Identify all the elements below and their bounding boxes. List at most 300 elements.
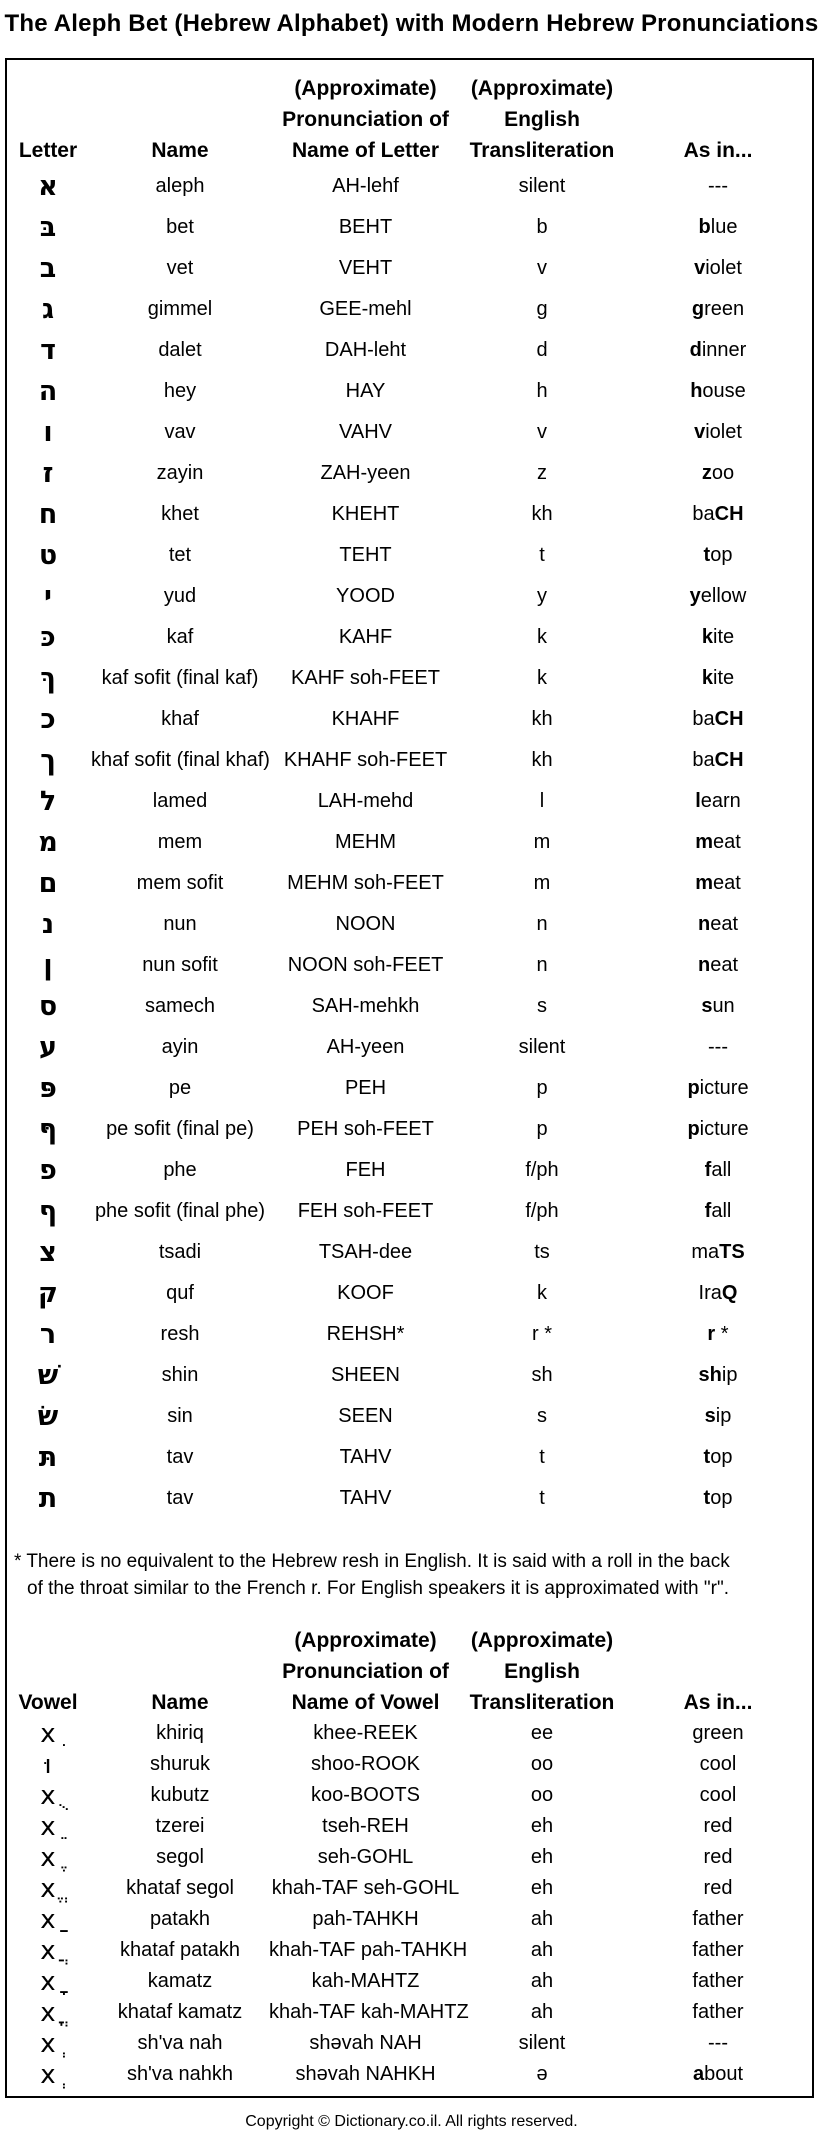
hebrew-vowel-glyph: xֲ — [40, 1935, 56, 1966]
name-cell: khaf — [161, 708, 199, 730]
copyright-notice: Copyright © Dictionary.co.il. All rights reserved. — [245, 2113, 578, 2130]
hebrew-letter-glyph: ד — [40, 335, 56, 366]
pronunciation-cell: PEH — [344, 1077, 387, 1099]
header-vowel-transliteration — [462, 1625, 622, 1718]
pronunciation-cell: MEHM — [334, 831, 397, 853]
name-cell: shin — [161, 1364, 199, 1386]
table-row — [5, 1811, 814, 1842]
pronunciation-cell: DAH-leht — [324, 339, 407, 361]
example-highlight: b — [698, 216, 711, 238]
transliteration-cell: t — [539, 544, 545, 566]
table-row — [5, 248, 814, 289]
name-cell: khet — [161, 503, 199, 525]
table-row — [5, 289, 814, 330]
hebrew-letter-glyph: ז — [42, 458, 54, 489]
hebrew-letter-glyph: שׂ — [37, 1401, 59, 1432]
name-cell: nun — [163, 913, 197, 935]
example-suffix: earn — [700, 790, 741, 812]
name-cell: khaf sofit (final khaf) — [91, 749, 270, 771]
pronunciation-cell: REHSH* — [326, 1323, 405, 1345]
example-prefix: ba — [692, 708, 715, 730]
table-row — [5, 1718, 814, 1749]
example-suffix: cool — [699, 1784, 737, 1806]
example-word — [622, 1437, 814, 1478]
example-word — [622, 781, 814, 822]
transliteration-cell: l — [539, 790, 545, 812]
hebrew-vowel-glyph: xָ — [40, 1966, 56, 1997]
pronunciation-cell: VAHV — [339, 421, 392, 443]
header-vowel-transliteration-line1: (Approximate) — [470, 1629, 614, 1652]
letters-header-row — [5, 73, 814, 166]
example-suffix: eat — [710, 954, 739, 976]
example-highlight: CH — [714, 503, 744, 525]
table-row — [5, 1780, 814, 1811]
transliteration-cell: b — [536, 216, 548, 238]
example-suffix: father — [692, 2001, 744, 2023]
name-cell: khataf kamatz — [117, 2001, 243, 2023]
example-highlight: l — [695, 790, 701, 812]
name-cell: sh'va nahkh — [126, 2063, 234, 2085]
pronunciation-cell: khah-TAF pah-TAHKH — [269, 1939, 468, 1961]
pronunciation-cell: SAH-mehkh — [311, 995, 420, 1017]
header-vowel: Vowel — [18, 1691, 78, 1714]
table-row — [5, 2028, 814, 2059]
table-row — [5, 535, 814, 576]
example-highlight: h — [690, 380, 703, 402]
example-word — [622, 986, 814, 1027]
example-highlight: m — [695, 831, 713, 853]
pronunciation-cell: shəvah NAH — [309, 2032, 422, 2054]
example-prefix: ma — [691, 1241, 720, 1263]
hebrew-letter-glyph: ם — [38, 868, 58, 899]
footnote-line2: of the throat similar to the French r. For English speakers it is approximated with "r". — [27, 1578, 729, 1599]
header-letter: Letter — [18, 139, 78, 162]
resh-footnote — [14, 1548, 814, 1602]
example-suffix: un — [712, 995, 735, 1017]
table-row — [5, 576, 814, 617]
table-row — [5, 1109, 814, 1150]
name-cell: mem — [157, 831, 203, 853]
example-word — [622, 1273, 814, 1314]
name-cell: sh'va nah — [137, 2032, 223, 2054]
header-vowel-transliteration-line2: English — [504, 1660, 580, 1683]
example-highlight: s — [701, 995, 713, 1017]
transliteration-cell: silent — [518, 2032, 566, 2054]
pronunciation-cell: GEE-mehl — [319, 298, 412, 320]
example-suffix: op — [710, 544, 733, 566]
transliteration-cell: g — [536, 298, 548, 320]
hebrew-letter-glyph: צ — [39, 1237, 57, 1268]
table-row — [5, 166, 814, 207]
transliteration-cell: t — [539, 1446, 545, 1468]
pronunciation-cell: TAHV — [339, 1446, 392, 1468]
example-highlight: z — [701, 462, 712, 484]
transliteration-cell: kh — [531, 749, 553, 771]
hebrew-vowel-glyph: xַ — [40, 1904, 56, 1935]
example-suffix: * — [715, 1323, 729, 1345]
header-pronunciation-line1: (Approximate) — [294, 77, 437, 100]
name-cell: pe sofit (final pe) — [106, 1118, 254, 1140]
hebrew-letter-glyph: א — [38, 171, 58, 202]
example-suffix: red — [703, 1846, 733, 1868]
example-suffix: eat — [710, 913, 739, 935]
example-prefix: ba — [692, 503, 715, 525]
example-suffix: eat — [712, 831, 741, 853]
example-word — [622, 412, 814, 453]
hebrew-letter-glyph: ב — [39, 253, 57, 284]
pronunciation-cell: khee-REEK — [313, 1722, 418, 1744]
example-word — [622, 699, 814, 740]
example-suffix: ip — [715, 1405, 732, 1427]
example-word — [622, 1396, 814, 1437]
table-row — [5, 822, 814, 863]
table-row — [5, 1355, 814, 1396]
example-word — [622, 1355, 814, 1396]
hebrew-letter-glyph: ע — [39, 1032, 57, 1063]
hebrew-letter-glyph: פּ — [39, 1073, 57, 1104]
transliteration-cell: k — [537, 667, 547, 689]
table-row — [5, 1749, 814, 1780]
table-row — [5, 617, 814, 658]
pronunciation-cell: AH-yeen — [326, 1036, 405, 1058]
table-row — [5, 1396, 814, 1437]
table-row — [5, 1437, 814, 1478]
example-highlight: s — [704, 1405, 716, 1427]
transliteration-cell: ah — [530, 1908, 554, 1930]
pronunciation-cell: AH-lehf — [332, 175, 399, 197]
letters-body — [5, 166, 814, 1519]
example-word — [622, 248, 814, 289]
example-word — [622, 1811, 814, 1842]
pronunciation-cell: BEHT — [338, 216, 393, 238]
example-word — [622, 1109, 814, 1150]
pronunciation-cell: SEEN — [338, 1405, 393, 1427]
header-name: Name — [151, 139, 209, 162]
table-row — [5, 781, 814, 822]
pronunciation-cell: TAHV — [339, 1487, 392, 1509]
example-word — [622, 289, 814, 330]
vowels-body — [5, 1718, 814, 2090]
example-prefix: ba — [692, 749, 715, 771]
pronunciation-cell: NOON — [335, 913, 396, 935]
name-cell: nun sofit — [142, 954, 218, 976]
example-highlight: a — [692, 2063, 705, 2085]
example-word — [622, 1232, 814, 1273]
transliteration-cell: kh — [531, 708, 553, 730]
name-cell: ayin — [161, 1036, 199, 1058]
example-highlight: f — [704, 1159, 712, 1181]
header-vowel-pronunciation — [269, 1625, 462, 1718]
hebrew-letter-glyph: ך — [40, 745, 56, 776]
example-word — [622, 1314, 814, 1355]
pronunciation-cell: khah-TAF kah-MAHTZ — [269, 2001, 469, 2023]
example-word — [622, 822, 814, 863]
hebrew-vowel-glyph: xִ — [40, 1718, 56, 1749]
transliteration-cell: y — [537, 585, 547, 607]
hebrew-letter-glyph: פ — [39, 1155, 57, 1186]
example-suffix: ip — [721, 1364, 738, 1386]
name-cell: hey — [163, 380, 197, 402]
hebrew-letter-glyph: ט — [38, 540, 58, 571]
letters-table — [5, 73, 814, 1519]
hebrew-letter-glyph: ג — [41, 294, 55, 325]
name-cell: kaf — [166, 626, 194, 648]
hebrew-letter-glyph: ח — [38, 499, 58, 530]
hebrew-letter-glyph: י — [44, 581, 52, 612]
header-vowel-name: Name — [151, 1691, 209, 1714]
transliteration-cell: ah — [530, 2001, 554, 2023]
transliteration-cell: oo — [530, 1753, 554, 1775]
example-word — [622, 1966, 814, 1997]
example-word — [622, 617, 814, 658]
example-highlight: k — [701, 626, 713, 648]
table-row — [5, 1314, 814, 1355]
pronunciation-cell: ZAH-yeen — [320, 462, 411, 484]
table-row — [5, 412, 814, 453]
example-highlight: t — [703, 544, 711, 566]
example-word — [622, 1150, 814, 1191]
name-cell: tav — [166, 1487, 194, 1509]
transliteration-cell: z — [537, 462, 547, 484]
example-suffix: ite — [713, 626, 735, 648]
name-cell: kaf sofit (final kaf) — [101, 667, 259, 689]
table-row — [5, 945, 814, 986]
name-cell: bet — [166, 216, 194, 238]
example-word — [622, 658, 814, 699]
example-suffix: ouse — [702, 380, 746, 402]
example-suffix: father — [692, 1939, 744, 1961]
pronunciation-cell: TSAH-dee — [318, 1241, 413, 1263]
hebrew-vowel-glyph: xֵ — [40, 1811, 56, 1842]
header-vowel-pronunciation-line3: Name of Vowel — [291, 1691, 440, 1714]
name-cell: khataf segol — [126, 1877, 234, 1899]
example-suffix: cool — [699, 1753, 737, 1775]
pronunciation-cell: FEH — [345, 1159, 386, 1181]
name-cell: sin — [167, 1405, 193, 1427]
table-row — [5, 1873, 814, 1904]
example-highlight: sh — [698, 1364, 722, 1386]
example-word — [622, 1873, 814, 1904]
pronunciation-cell: LAH-mehd — [317, 790, 414, 812]
example-highlight: v — [694, 421, 706, 443]
example-word — [622, 863, 814, 904]
example-highlight: p — [687, 1077, 700, 1099]
example-suffix: all — [711, 1159, 732, 1181]
example-highlight: y — [689, 585, 701, 607]
example-highlight: r — [707, 1323, 716, 1345]
page-title: The Aleph Bet (Hebrew Alphabet) with Modern Hebrew Pronunciations — [4, 10, 819, 37]
example-suffix: --- — [708, 2032, 728, 2054]
name-cell: lamed — [152, 790, 208, 812]
hebrew-letter-glyph: ן — [43, 950, 53, 981]
header-as-in: As in... — [683, 139, 753, 162]
transliteration-cell: ts — [534, 1241, 550, 1263]
transliteration-cell: f/ph — [525, 1200, 559, 1222]
table-row — [5, 330, 814, 371]
transliteration-cell: eh — [530, 1815, 554, 1837]
table-row — [5, 1150, 814, 1191]
hebrew-letter-glyph: ל — [39, 786, 57, 817]
example-highlight: Q — [721, 1282, 738, 1304]
table-row — [5, 2059, 814, 2090]
name-cell: khataf patakh — [119, 1939, 241, 1961]
header-transliteration-line3: Transliteration — [469, 139, 615, 162]
transliteration-cell: ah — [530, 1939, 554, 1961]
pronunciation-cell: VEHT — [338, 257, 393, 279]
header-pronunciation-line2: Pronunciation of — [282, 108, 449, 131]
hebrew-letter-glyph: ה — [38, 376, 58, 407]
pronunciation-cell: SHEEN — [331, 1364, 400, 1386]
hebrew-letter-glyph: כּ — [40, 622, 56, 653]
table-row — [5, 1966, 814, 1997]
example-highlight: f — [704, 1200, 712, 1222]
example-suffix: icture — [699, 1118, 749, 1140]
header-vowel-as-in: As in... — [683, 1691, 753, 1714]
table-row — [5, 1191, 814, 1232]
example-word — [622, 1191, 814, 1232]
pronunciation-cell: KAHF soh-FEET — [291, 667, 440, 689]
example-suffix: reen — [704, 298, 745, 320]
example-word — [622, 1478, 814, 1519]
example-suffix: iolet — [705, 421, 742, 443]
transliteration-cell: oo — [530, 1784, 554, 1806]
transliteration-cell: p — [536, 1077, 548, 1099]
name-cell: patakh — [149, 1908, 211, 1930]
name-cell: tav — [166, 1446, 194, 1468]
name-cell: kamatz — [147, 1970, 213, 1992]
example-word — [622, 1780, 814, 1811]
transliteration-cell: p — [536, 1118, 548, 1140]
name-cell: phe — [163, 1159, 197, 1181]
table-row — [5, 863, 814, 904]
hebrew-letter-glyph: ס — [38, 991, 58, 1022]
example-word — [622, 945, 814, 986]
table-row — [5, 371, 814, 412]
pronunciation-cell: khah-TAF seh-GOHL — [271, 1877, 460, 1899]
example-word — [622, 1935, 814, 1966]
table-row — [5, 1904, 814, 1935]
transliteration-cell: k — [537, 1282, 547, 1304]
example-suffix: ite — [713, 667, 735, 689]
name-cell: segol — [156, 1846, 204, 1868]
example-highlight: CH — [714, 749, 744, 771]
example-highlight: g — [691, 298, 705, 320]
name-cell: resh — [160, 1323, 200, 1345]
name-cell: quf — [166, 1282, 194, 1304]
transliteration-cell: silent — [518, 175, 566, 197]
table-row — [5, 699, 814, 740]
transliteration-cell: ə — [536, 2063, 548, 2085]
header-transliteration — [462, 73, 622, 166]
pronunciation-cell: pah-TAHKH — [312, 1908, 419, 1930]
table-row — [5, 904, 814, 945]
hebrew-vowel-glyph: וּ — [44, 1749, 52, 1780]
transliteration-cell: s — [537, 995, 547, 1017]
header-vowel-pronunciation-line2: Pronunciation of — [282, 1660, 449, 1683]
header-vowel-transliteration-line3: Transliteration — [469, 1691, 615, 1714]
table-row — [5, 1997, 814, 2028]
pronunciation-cell: PEH soh-FEET — [297, 1118, 434, 1140]
example-highlight: TS — [719, 1241, 745, 1263]
hebrew-vowel-glyph: xְ — [40, 2059, 56, 2090]
example-suffix: --- — [708, 175, 728, 197]
example-word — [622, 166, 814, 207]
table-row — [5, 658, 814, 699]
transliteration-cell: m — [533, 872, 551, 894]
name-cell: aleph — [155, 175, 205, 197]
name-cell: pe — [168, 1077, 192, 1099]
example-suffix: iolet — [705, 257, 742, 279]
transliteration-cell: s — [537, 1405, 547, 1427]
table-row — [5, 1478, 814, 1519]
transliteration-cell: f/ph — [525, 1159, 559, 1181]
pronunciation-cell: FEH soh-FEET — [297, 1200, 434, 1222]
example-word — [622, 904, 814, 945]
pronunciation-cell: kah-MAHTZ — [311, 1970, 420, 1992]
example-word — [622, 576, 814, 617]
pronunciation-cell: koo-BOOTS — [311, 1784, 420, 1806]
transliteration-cell: r * — [532, 1323, 552, 1345]
header-transliteration-line2: English — [504, 108, 580, 131]
hebrew-letter-glyph: תּ — [38, 1442, 58, 1473]
example-suffix: ellow — [700, 585, 747, 607]
example-suffix: red — [703, 1877, 733, 1899]
name-cell: phe sofit (final phe) — [94, 1200, 266, 1222]
example-word — [622, 1749, 814, 1780]
pronunciation-cell: shəvah NAHKH — [295, 2063, 436, 2085]
example-highlight: n — [697, 913, 711, 935]
example-word — [622, 2059, 814, 2090]
transliteration-cell: t — [539, 1487, 545, 1509]
vowels-header-row — [5, 1625, 814, 1718]
table-row — [5, 740, 814, 781]
pronunciation-cell: KAHF — [338, 626, 393, 648]
example-suffix: bout — [704, 2063, 744, 2085]
hebrew-letter-glyph: ךּ — [40, 663, 56, 694]
example-word — [622, 1718, 814, 1749]
example-suffix: op — [710, 1487, 733, 1509]
hebrew-letter-glyph: מ — [38, 827, 58, 858]
example-suffix: oo — [711, 462, 735, 484]
example-word — [622, 207, 814, 248]
hebrew-letter-glyph: כ — [40, 704, 56, 735]
hebrew-letter-glyph: ר — [39, 1319, 57, 1350]
hebrew-letter-glyph: ף — [38, 1196, 58, 1227]
hebrew-letter-glyph: ק — [38, 1278, 58, 1309]
example-word — [622, 1027, 814, 1068]
example-word — [622, 1842, 814, 1873]
pronunciation-cell: KHAHF — [331, 708, 400, 730]
header-transliteration-line1: (Approximate) — [470, 77, 614, 100]
pronunciation-cell: KOOF — [337, 1282, 394, 1304]
table-row — [5, 986, 814, 1027]
example-suffix: green — [692, 1722, 744, 1744]
example-highlight: m — [695, 872, 713, 894]
example-suffix: icture — [699, 1077, 749, 1099]
name-cell: shuruk — [149, 1753, 211, 1775]
name-cell: tet — [168, 544, 192, 566]
pronunciation-cell: shoo-ROOK — [311, 1753, 420, 1775]
hebrew-letter-glyph: ת — [38, 1483, 58, 1514]
transliteration-cell: h — [536, 380, 548, 402]
example-suffix: lue — [710, 216, 738, 238]
example-word — [622, 1068, 814, 1109]
name-cell: kubutz — [150, 1784, 210, 1806]
example-word — [622, 1997, 814, 2028]
hebrew-vowel-glyph: xֻ — [40, 1780, 56, 1811]
pronunciation-cell: KHEHT — [331, 503, 400, 525]
example-suffix: father — [692, 1908, 744, 1930]
